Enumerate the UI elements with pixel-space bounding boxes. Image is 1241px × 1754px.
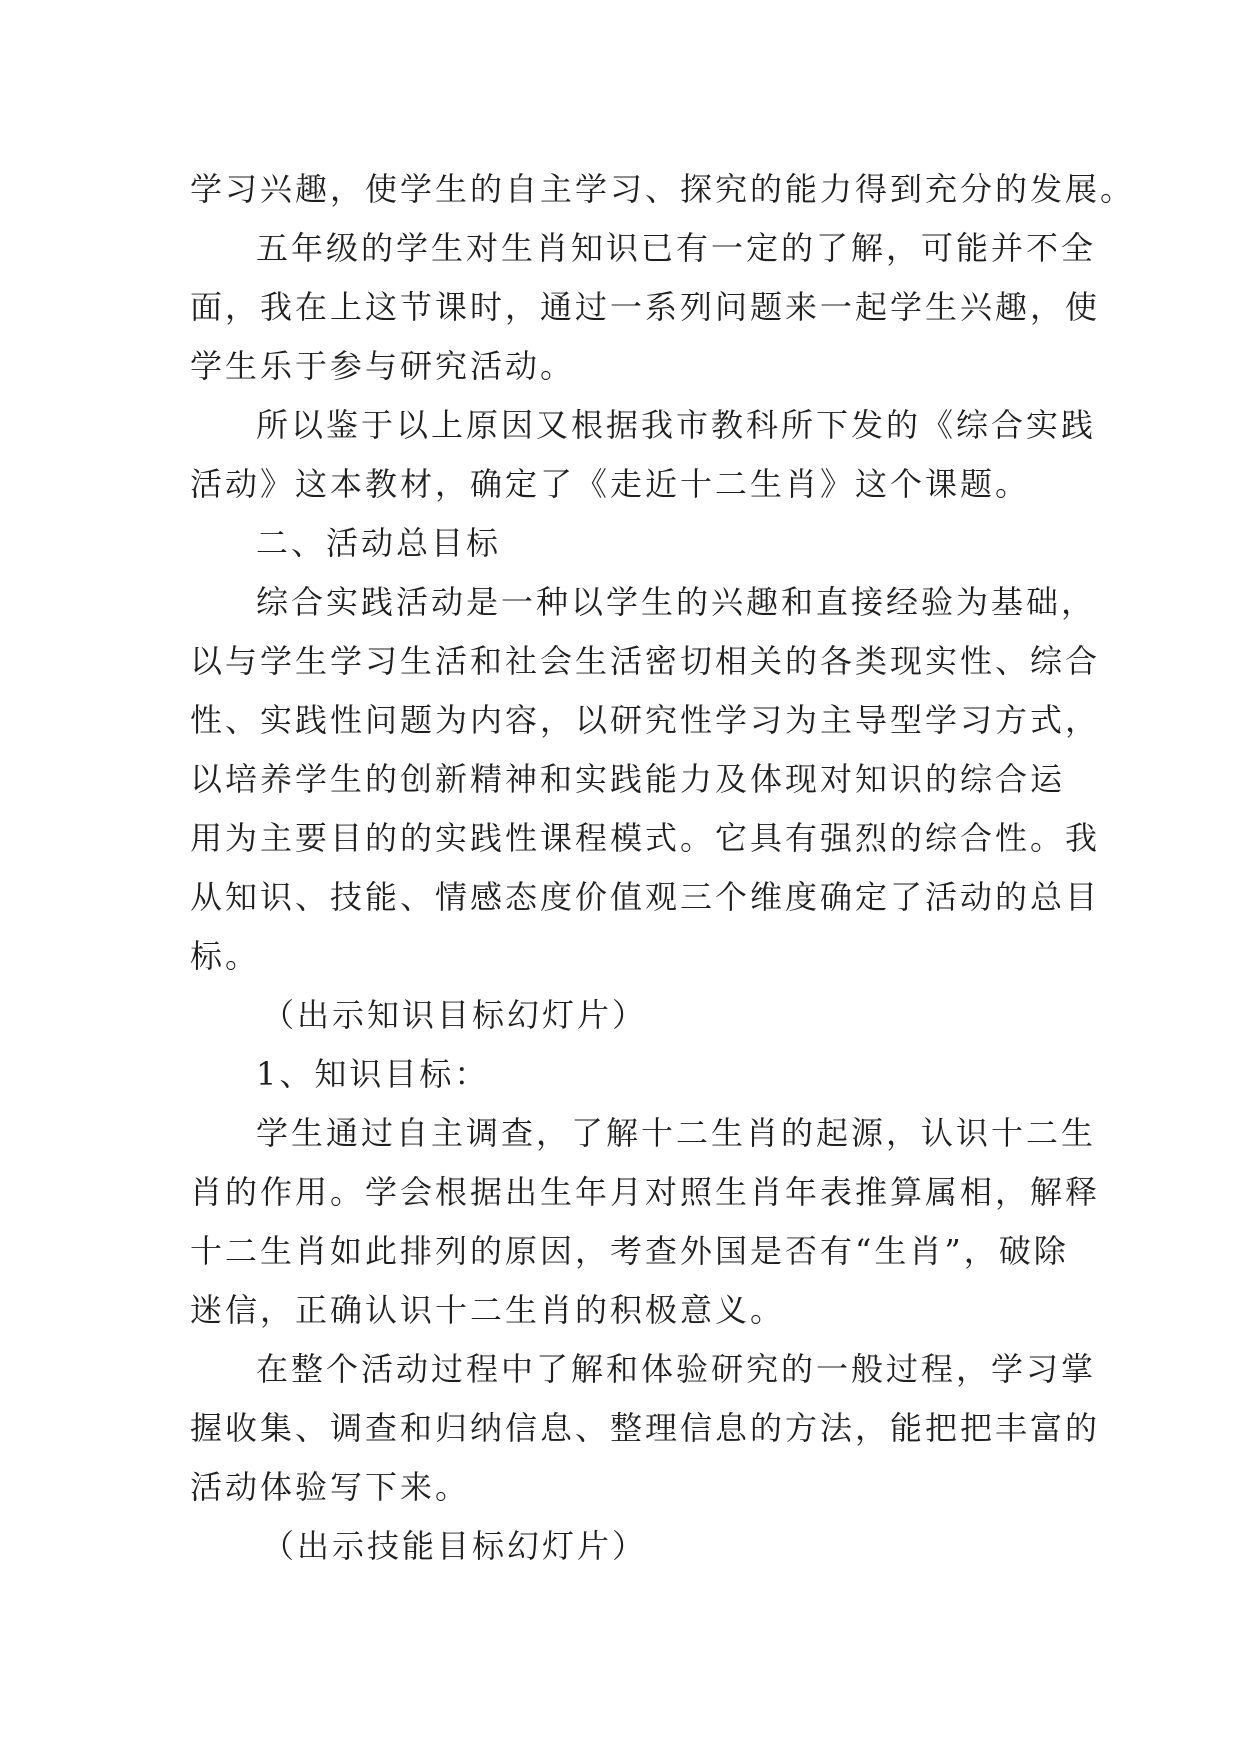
slide-note: （出示知识目标幻灯片） [262,996,648,1034]
text-line: 五年级的学生对生肖知识已有一定的了解，可能并不全 [256,229,1097,267]
text-line: 以与学生学习生活和社会生活密切相关的各类现实性、综合 [190,642,1101,680]
text-line: 十二生肖如此排列的原因，考查外国是否有“生肖”，破除 [190,1232,1069,1270]
text-line: 性、实践性问题为内容，以研究性学习为主导型学习方式， [190,701,1101,739]
text-line: 综合实践活动是一种以学生的兴趣和直接经验为基础， [256,583,1097,621]
text-line: 活动》这本教材，确定了《走近十二生肖》这个课题。 [190,465,1031,503]
section-heading: 二、活动总目标 [256,524,502,562]
text-line: 以培养学生的创新精神和实践能力及体现对知识的综合运 [190,760,1066,798]
text-line: 肖的作用。学会根据出生年月对照生肖年表推算属相，解释 [190,1173,1101,1211]
slide-note: （出示技能目标幻灯片） [262,1527,648,1565]
text-line: 学习兴趣，使学生的自主学习、探究的能力得到充分的发展。 [190,170,1136,208]
text-line: 活动体验写下来。 [190,1468,471,1506]
text-line: 标。 [190,937,261,975]
text-line: 迷信，正确认识十二生肖的积极意义。 [190,1291,786,1329]
text-line: 从知识、技能、情感态度价值观三个维度确定了活动的总目 [190,878,1101,916]
text-line: 面，我在上这节课时，通过一系列问题来一起学生兴趣，使 [190,288,1101,326]
text-line: 所以鉴于以上原因又根据我市教科所下发的《综合实践 [256,406,1097,444]
text-line: 在整个活动过程中了解和体验研究的一般过程，学习掌 [256,1350,1097,1388]
text-line: 用为主要目的的实践性课程模式。它具有强烈的综合性。我 [190,819,1101,857]
text-line: 学生乐于参与研究活动。 [190,347,576,385]
text-line: 学生通过自主调查，了解十二生肖的起源，认识十二生 [256,1114,1097,1152]
subsection-heading: 1、知识目标： [256,1055,490,1093]
text-line: 握收集、调查和归纳信息、整理信息的方法，能把把丰富的 [190,1409,1101,1447]
